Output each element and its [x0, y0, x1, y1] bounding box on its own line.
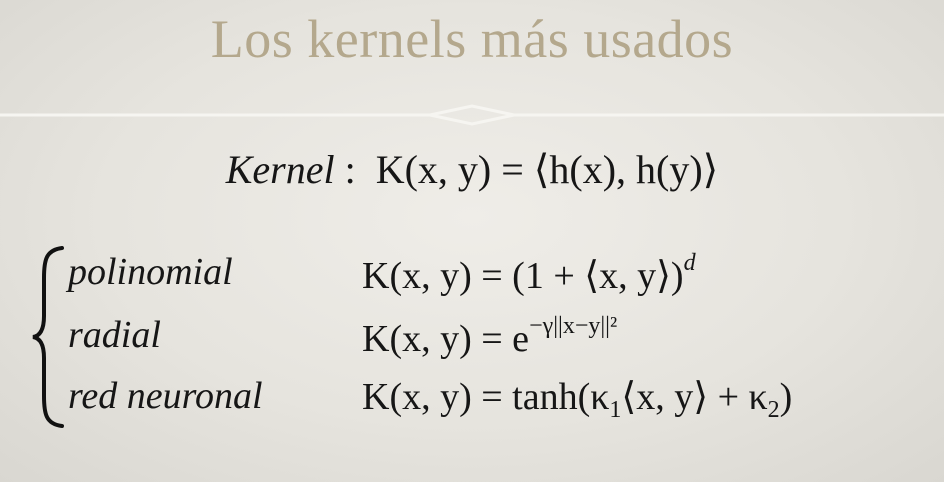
kernel-name: radial	[68, 314, 161, 356]
kernel-definition-formula: K(x, y) = ⟨h(x), h(y)⟩	[375, 147, 719, 192]
kernel-formula: K(x, y) = (1 + ⟨x, y⟩)$^d$	[362, 250, 696, 297]
kernel-definition: Kernel : K(x, y) = ⟨h(x), h(y)⟩	[225, 147, 719, 192]
title-divider	[0, 104, 944, 126]
kernel-name: red neuronal	[68, 375, 263, 417]
slide-title: Los kernels más usados	[210, 9, 734, 69]
kernel-name: polinomial	[68, 251, 233, 293]
kernel-label: Kernel	[225, 147, 335, 192]
left-brace	[30, 244, 66, 430]
kernel-formula: K(x, $y) = e^{-\gamma||x-y||^2}$	[362, 313, 618, 360]
kernel-formula: K(x, $y) = \tanh(\kappa_1⟨x$, y⟩ + $\kappa_2$)	[362, 376, 793, 423]
